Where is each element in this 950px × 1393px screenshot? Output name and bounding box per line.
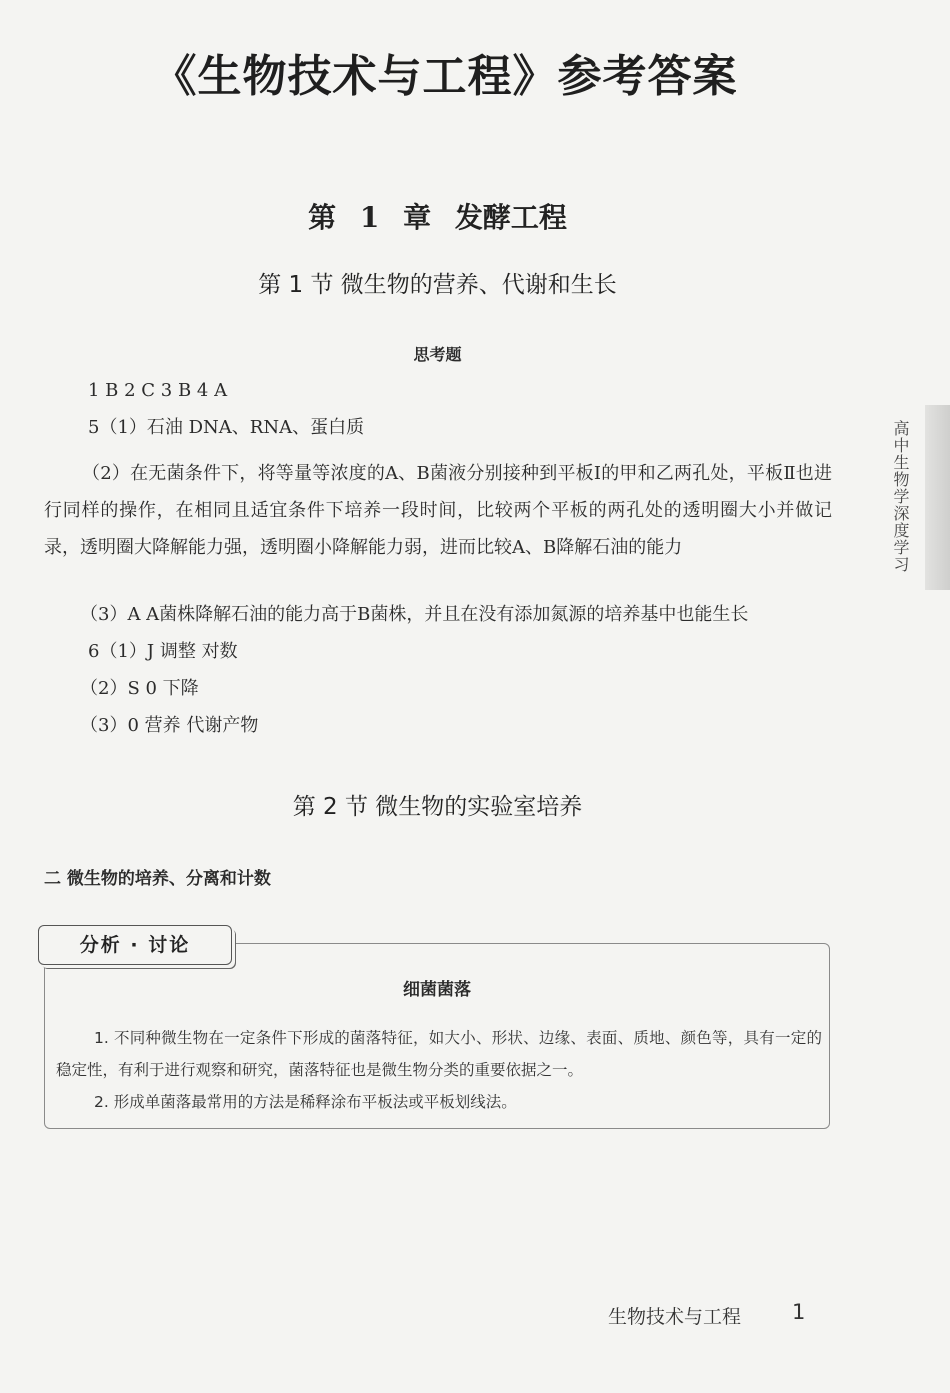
discussion-item-2: 2. 形成单菌落最常用的方法是稀释涂布平板法或平板划线法。: [94, 1093, 517, 1111]
side-series-label: 高中生物学深度学习: [891, 420, 910, 573]
page-number: 1: [792, 1300, 806, 1324]
exercise-heading: 思考题: [413, 345, 462, 364]
discussion-box-title: 细菌菌落: [403, 980, 471, 1000]
answer-line-6: 6（1）J 调整 对数: [88, 641, 238, 662]
answer-line-1: 1 B 2 C 3 B 4 A: [88, 380, 228, 401]
discussion-box-text: [56, 1022, 822, 1118]
section-2-title: 第 2 节 微生物的实验室培养: [292, 794, 583, 820]
discussion-item-1: 1. 不同种微生物在一定条件下形成的菌落特征，如大小、形状、边缘、表面、质地、颜色等，具有一定的稳定性，有利于进行观察和研究，菌落特征也是微生物分类的重要依据之一。: [56, 1029, 822, 1079]
answer-paragraph: （2）在无菌条件下，将等量等浓度的A、B菌液分别接种到平板Ⅰ的甲和乙两孔处，平板Ⅱ也进行同样的操作，在相同且适宜条件下培养一段时间，比较两个平板的两孔处的透明圈大小并做记录，透明圈大降解能力强，透明圈小降解能力弱，进而比较A、B降解石油的能力: [44, 463, 832, 558]
chapter-title: 第 1 章 发酵工程: [308, 201, 567, 234]
document-title: 《生物技术与工程》参考答案: [152, 51, 738, 102]
side-edge-tab: [925, 405, 950, 590]
answer-line-6-2: （2）S 0 下降: [80, 678, 199, 699]
footer-book-title: 生物技术与工程: [608, 1306, 742, 1328]
answer-line-6-3: （3）0 营养 代谢产物: [80, 715, 259, 736]
discussion-tab-label: 分析 · 讨论: [38, 925, 232, 965]
section-1-title: 第 1 节 微生物的营养、代谢和生长: [258, 272, 617, 298]
subsection-heading: 二 微生物的培养、分离和计数: [44, 869, 271, 889]
answer-line-5-3: （3）A A菌株降解石油的能力高于B菌株，并且在没有添加氮源的培养基中也能生长: [80, 604, 749, 625]
answer-line-5: 5（1）石油 DNA、RNA、蛋白质: [88, 417, 365, 438]
